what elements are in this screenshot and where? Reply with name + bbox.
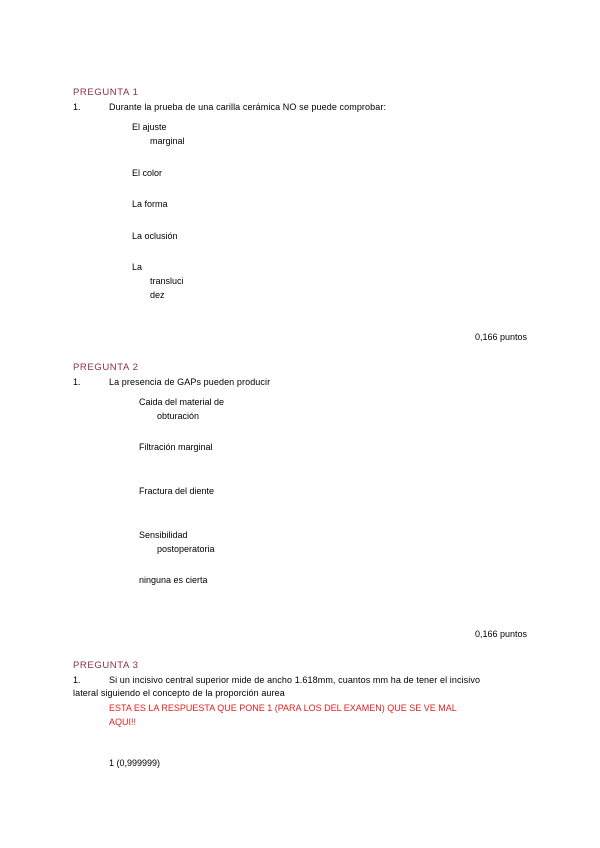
option-label: Sensibilidad bbox=[139, 530, 188, 540]
question-1-option-c[interactable]: La forma bbox=[132, 199, 168, 209]
question-3-note bbox=[109, 701, 457, 729]
question-2-option-a[interactable] bbox=[139, 395, 224, 423]
question-2-points: 0,166 puntos bbox=[474, 629, 527, 639]
note-line: ESTA ES LA RESPUESTA QUE PONE 1 (PARA LOS DEL EXAMEN) QUE SE VE MAL bbox=[109, 703, 457, 713]
question-3-title: PREGUNTA 3 bbox=[73, 660, 139, 671]
option-label: dez bbox=[150, 290, 165, 300]
question-1-title: PREGUNTA 1 bbox=[73, 87, 139, 98]
option-label: postoperatoria bbox=[157, 544, 215, 554]
option-label: obturación bbox=[157, 411, 200, 421]
question-1-option-a[interactable] bbox=[132, 120, 185, 148]
option-label: El ajuste bbox=[132, 122, 167, 132]
note-line: AQUI!! bbox=[109, 717, 137, 727]
question-2-text: La presencia de GAPs pueden producir bbox=[109, 377, 271, 387]
question-1-points: 0,166 puntos bbox=[474, 332, 527, 342]
question-1-number: 1. bbox=[73, 102, 81, 112]
option-label: La bbox=[132, 262, 143, 272]
question-1-option-b[interactable]: El color bbox=[132, 168, 163, 178]
question-3-text-line2: lateral siguiendo el concepto de la proporción aurea bbox=[73, 688, 285, 698]
option-label: transluci bbox=[150, 276, 184, 286]
question-1-option-e[interactable] bbox=[132, 260, 184, 302]
question-2-option-e[interactable]: ninguna es cierta bbox=[139, 575, 208, 585]
question-2-option-d[interactable] bbox=[139, 528, 215, 556]
question-1-text: Durante la prueba de una carilla cerámica NO se puede comprobar: bbox=[109, 102, 387, 112]
option-label: marginal bbox=[150, 136, 185, 146]
question-2-option-b[interactable]: Filtración marginal bbox=[139, 442, 213, 452]
question-2-number: 1. bbox=[73, 377, 81, 387]
question-3-answer[interactable]: 1 (0,999999) bbox=[109, 758, 161, 768]
question-1-option-d[interactable]: La oclusión bbox=[132, 231, 178, 241]
option-label: Caida del material de bbox=[139, 397, 225, 407]
question-2-title: PREGUNTA 2 bbox=[73, 362, 139, 373]
question-3-number: 1. bbox=[73, 675, 81, 685]
question-3-text-line1: Si un incisivo central superior mide de ancho 1.618mm, cuantos mm ha de tener el incisivo bbox=[109, 675, 481, 685]
question-2-option-c[interactable]: Fractura del diente bbox=[139, 486, 215, 496]
